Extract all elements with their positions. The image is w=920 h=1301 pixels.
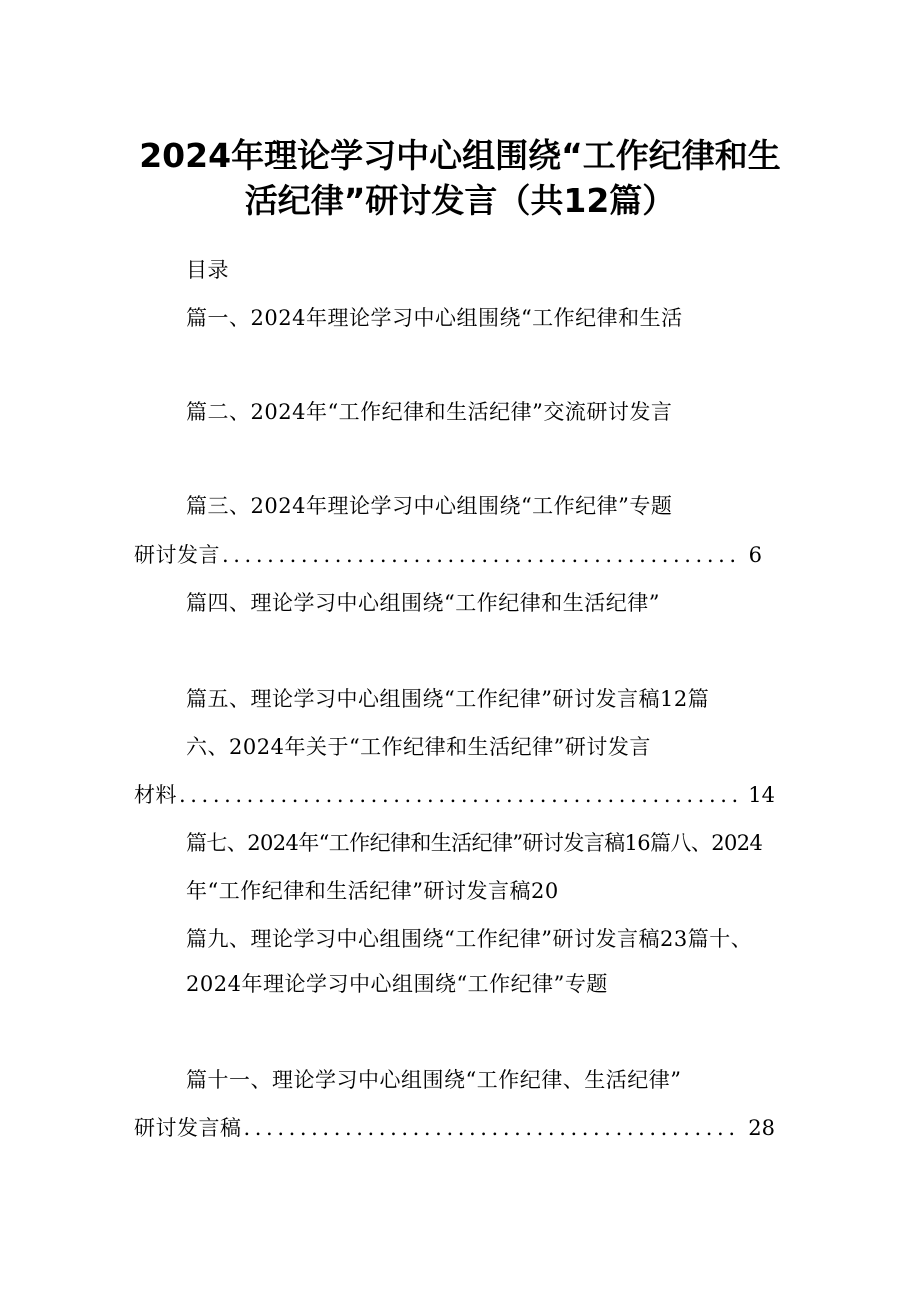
- toc-heading: 目录: [186, 258, 229, 282]
- toc-page-number: 6: [748, 543, 762, 567]
- toc-entry-3-dotted-line: [134, 541, 762, 569]
- toc-entry-2: 篇二、2024年“工作纪律和生活纪律”交流研讨发言: [186, 400, 673, 424]
- toc-leader-dots: ..................................................: [179, 783, 743, 807]
- toc-entry-6-continuation: 材料: [134, 783, 177, 807]
- toc-entry-1: 篇一、2024年理论学习中心组围绕“工作纪律和生活: [186, 306, 683, 330]
- toc-page-number: 14: [748, 783, 775, 807]
- toc-entry-11-continuation: 研讨发言稿: [134, 1116, 242, 1140]
- document-title-line-1: 2024年理论学习中心组围绕“工作纪律和生: [139, 136, 781, 175]
- toc-entry-5: 篇五、理论学习中心组围绕“工作纪律”研讨发言稿12篇: [186, 687, 710, 711]
- toc-leader-dots: ..............................................: [222, 543, 741, 567]
- document-title-line-2: 活纪律”研讨发言（共12篇）: [244, 181, 676, 220]
- toc-entry-9: 篇九、理论学习中心组围绕“工作纪律”研讨发言稿23篇十、: [186, 927, 753, 951]
- toc-entry-6-dotted-line: [134, 781, 775, 809]
- toc-page-number: 28: [748, 1116, 775, 1140]
- toc-entry-3-continuation: 研讨发言: [134, 543, 220, 567]
- toc-entry-4: 篇四、理论学习中心组围绕“工作纪律和生活纪律”: [186, 591, 660, 615]
- toc-entry-8: 年“工作纪律和生活纪律”研讨发言稿20: [186, 879, 559, 903]
- toc-entry-11-dotted-line: [134, 1114, 775, 1142]
- toc-entry-3: 篇三、2024年理论学习中心组围绕“工作纪律”专题: [186, 494, 673, 518]
- toc-entry-10: 2024年理论学习中心组围绕“工作纪律”专题: [186, 972, 608, 996]
- toc-entry-6: 六、2024年关于“工作纪律和生活纪律”研讨发言: [186, 735, 651, 759]
- toc-entry-7: 篇七、2024年“工作纪律和生活纪律”研讨发言稿16篇八、2024: [186, 831, 763, 855]
- toc-leader-dots: ............................................: [243, 1116, 740, 1140]
- toc-entry-11: 篇十一、理论学习中心组围绕“工作纪律、生活纪律”: [186, 1068, 682, 1092]
